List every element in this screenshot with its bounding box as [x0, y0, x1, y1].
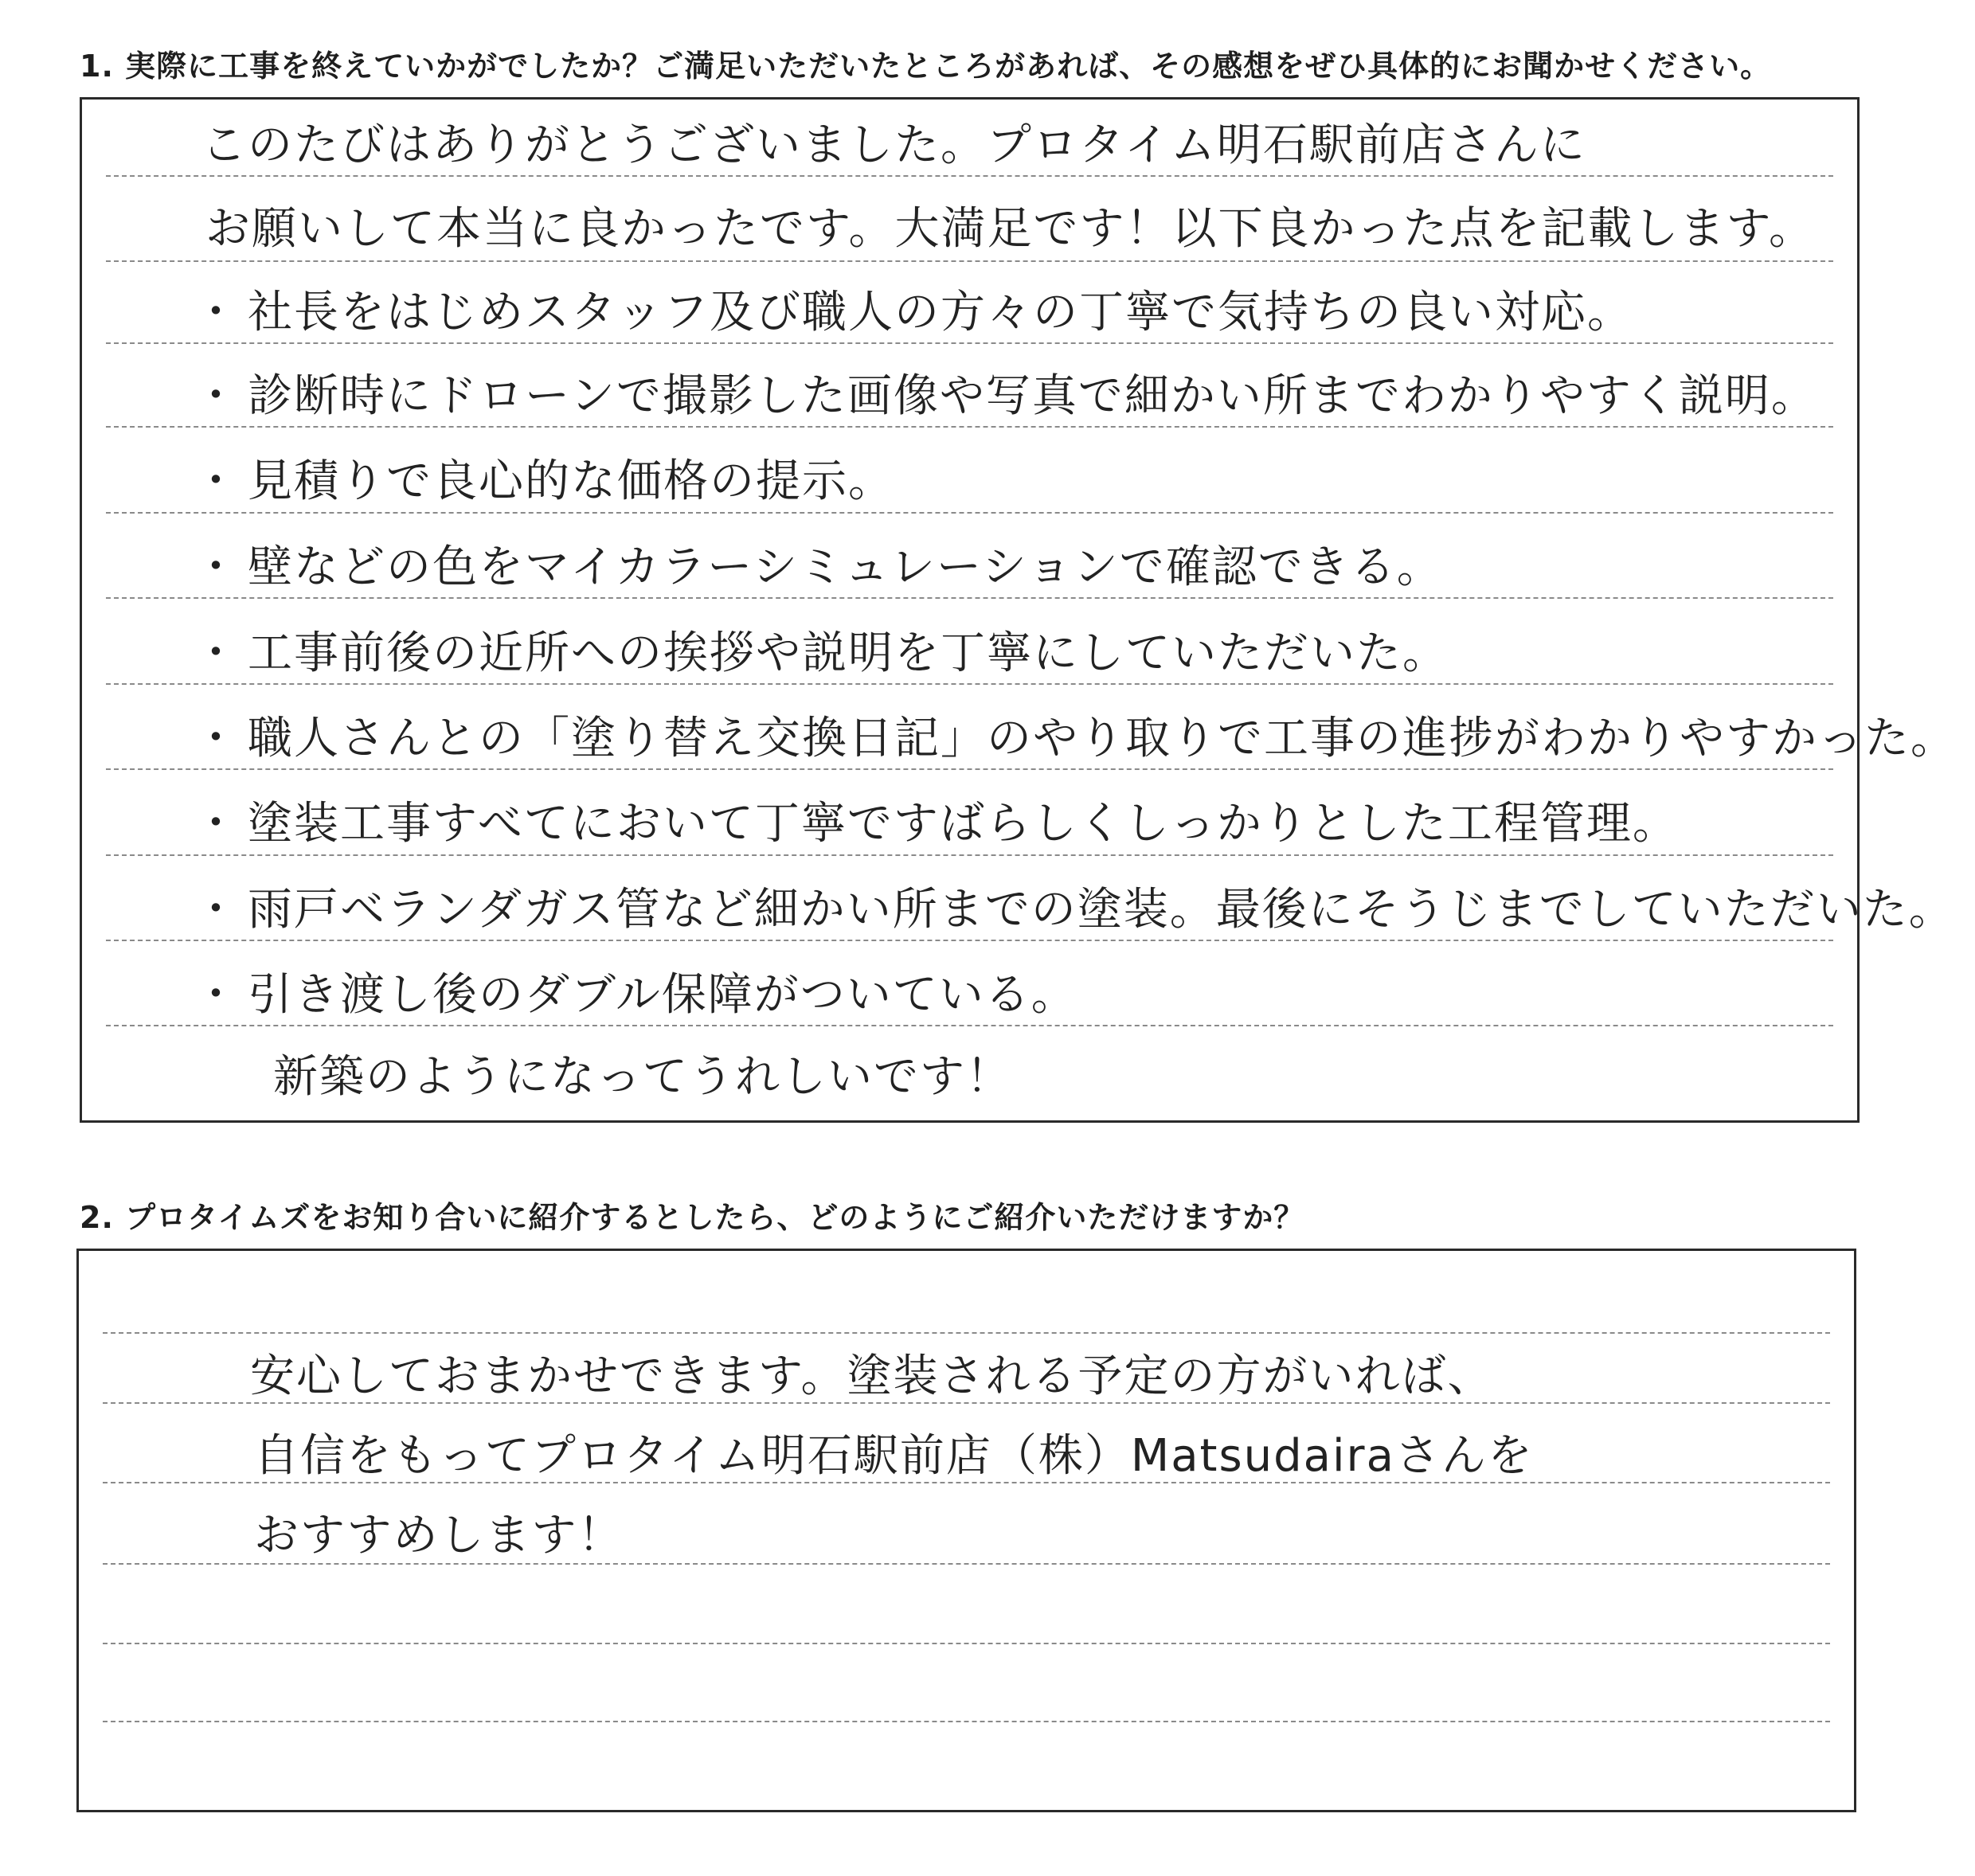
ruled-line — [106, 768, 1833, 770]
ruled-line — [103, 1721, 1830, 1722]
answer-line: ・ 塗装工事すべてにおいて丁寧ですばらしくしっかりとした工程管理。 — [82, 802, 1857, 846]
answer-box-2 — [76, 1249, 1856, 1812]
question-2: 2. プロタイムズをお知り合いに紹介するとしたら、どのようにご紹介いただけますか？ — [80, 1200, 1305, 1235]
ruled-line — [106, 683, 1833, 685]
answer-line: ・ 雨戸ベランダガス管など細かい所までの塗装。最後にそうじまでしていただいた。 — [82, 888, 1857, 932]
answer-line: ・ 社長をはじめスタッフ及び職人の方々の丁寧で気持ちの良い対応。 — [82, 291, 1857, 335]
answer-line: ・ 工事前後の近所への挨拶や説明を丁寧にしていただいた。 — [82, 631, 1857, 676]
ruled-line — [106, 342, 1833, 344]
answer-line: ・ 見積りで良心的な価格の提示。 — [82, 459, 1857, 504]
answer-line: 安心しておまかせできます。塗装される予定の方がいれば、 — [250, 1350, 1494, 1402]
answer-line: 自信をもってプロタイム明石駅前店（株）Matsudairaさんを — [254, 1430, 1534, 1482]
ruled-line — [106, 940, 1833, 941]
answer-line: ・ 壁などの色をマイカラーシミュレーションで確認できる。 — [82, 545, 1857, 590]
ruled-line — [106, 260, 1833, 262]
answer-line: ・ 引き渡し後のダブル保障がついている。 — [82, 973, 1857, 1018]
answer-line: ・ 職人さんとの「塗り替え交換日記」のやり取りで工事の進捗がわかりやすかった。 — [82, 717, 1857, 761]
ruled-line — [106, 1025, 1833, 1026]
answer-line: お願いして本当に良かったです。大満足です！以下良かった点を記載します。 — [205, 203, 1816, 255]
answer-line: 新築のようになってうれしいです！ — [273, 1051, 1012, 1103]
ruled-line — [103, 1643, 1830, 1644]
answer-line: このたびはありがとうございました。プロタイム明石駅前店さんに — [201, 119, 1586, 171]
question-1: 1. 実際に工事を終えていかがでしたか？ご満足いただいたところがあれば、その感想をぜひ具体的にお聞かせください。 — [80, 49, 1772, 84]
answer-line: おすすめします！ — [254, 1510, 624, 1561]
ruled-line — [106, 854, 1833, 856]
ruled-line — [103, 1563, 1830, 1565]
ruled-line — [103, 1332, 1830, 1334]
answer-box-1 — [80, 97, 1957, 1123]
ruled-line — [106, 512, 1833, 514]
answer-line: ・ 診断時にドローンで撮影した画像や写真で細かい所までわかりやすく説明。 — [82, 374, 1857, 419]
ruled-line — [106, 175, 1833, 177]
ruled-line — [106, 426, 1833, 428]
ruled-line — [106, 597, 1833, 599]
ruled-line — [103, 1402, 1830, 1404]
ruled-line — [103, 1482, 1830, 1483]
